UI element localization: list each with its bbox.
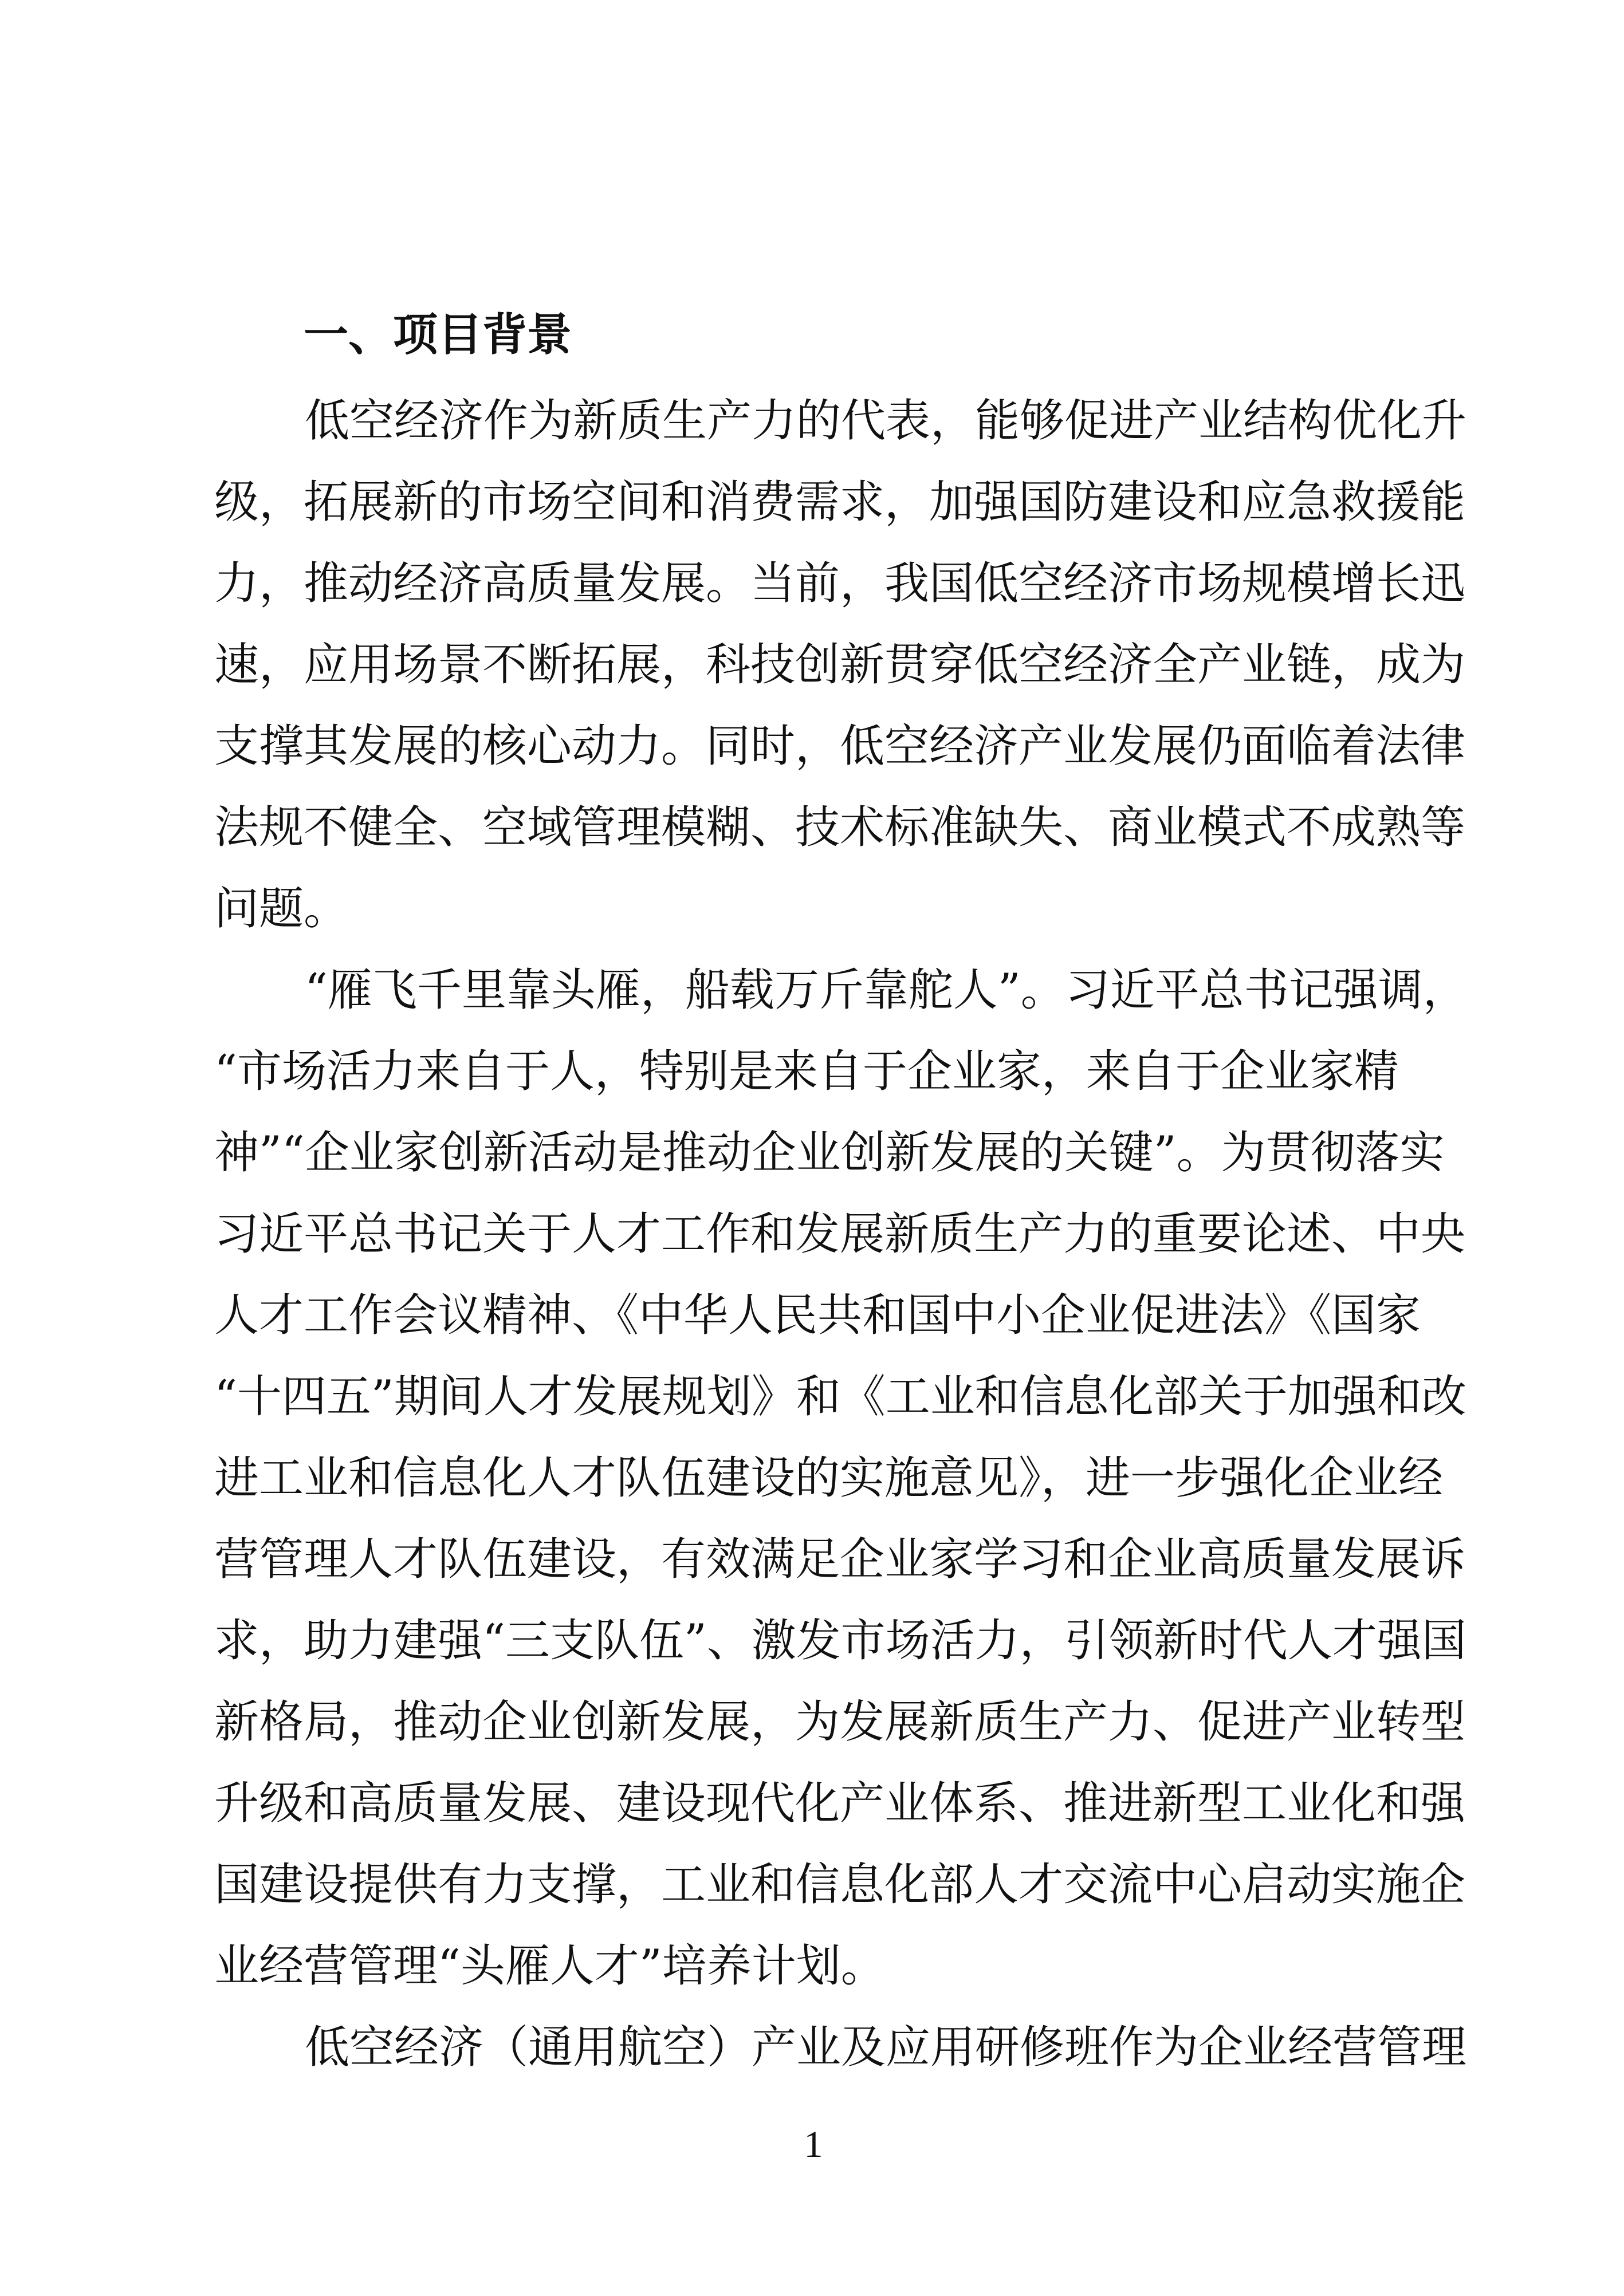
paragraph-1-line-3: 力，推动经济高质量发展。当前，我国低空经济市场规模增长迅 [214,558,1466,609]
paragraph-3-line-1: 低空经济（通用航空）产业及应用研修班作为企业经营管理 [305,2022,1467,2073]
paragraph-1-line-2: 级，拓展新的市场空间和消费需求，加强国防建设和应急救援能 [214,476,1466,528]
paragraph-2-line-4: 习近平总书记关于人才工作和发展新质生产力的重要论述、中央 [214,1208,1466,1260]
paragraph-1-line-6: 法规不健全、空域管理模糊、技术标准缺失、商业模式不成熟等 [214,802,1466,853]
paragraph-1-line-1: 低空经济作为新质生产力的代表，能够促进产业结构优化升 [305,395,1467,447]
paragraph-2-line-10: 新格局，推动企业创新发展，为发展新质生产力、促进产业转型 [214,1696,1466,1748]
paragraph-1-line-5: 支撑其发展的核心动力。同时，低空经济产业发展仍面临着法律 [214,720,1466,772]
paragraph-1-line-4: 速，应用场景不断拓展，科技创新贯穿低空经济全产业链，成为 [214,639,1466,691]
paragraph-2-line-1: “雁飞千里靠头雁，船载万斤靠舵人”。习近平总书记强调， [305,964,1468,1016]
paragraph-2-line-5: 人才工作会议精神、《中华人民共和国中小企业促进法》《国家 [214,1290,1421,1341]
paragraph-1-line-7: 问题。 [214,883,349,935]
page-number: 1 [804,2124,823,2165]
paragraph-2-line-6: “十四五”期间人才发展规划》和《工业和信息化部关于加强和改 [214,1371,1466,1423]
paragraph-2-line-9: 求，助力建强“三支队伍”、激发市场活力，引领新时代人才强国 [214,1615,1466,1667]
paragraph-2-line-13: 业经营管理“头雁人才”培养计划。 [214,1940,886,1992]
paragraph-2-line-11: 升级和高质量发展、建设现代化产业体系、推进新型工业化和强 [214,1778,1466,1829]
section-heading: 一、项目背景 [304,309,572,361]
paragraph-2-line-3: 神”“企业家创新活动是推动企业创新发展的关键”。为贯彻落实 [214,1127,1445,1179]
paragraph-2-line-2: “市场活力来自于人，特别是来自于企业家，来自于企业家精 [214,1046,1399,1097]
paragraph-2-line-8: 营管理人才队伍建设，有效满足企业家学习和企业高质量发展诉 [214,1534,1466,1585]
paragraph-2-line-7: 进工业和信息化人才队伍建设的实施意见》，进一步强化企业经 [214,1452,1444,1504]
paragraph-2-line-12: 国建设提供有力支撑，工业和信息化部人才交流中心启动实施企 [214,1859,1466,1911]
